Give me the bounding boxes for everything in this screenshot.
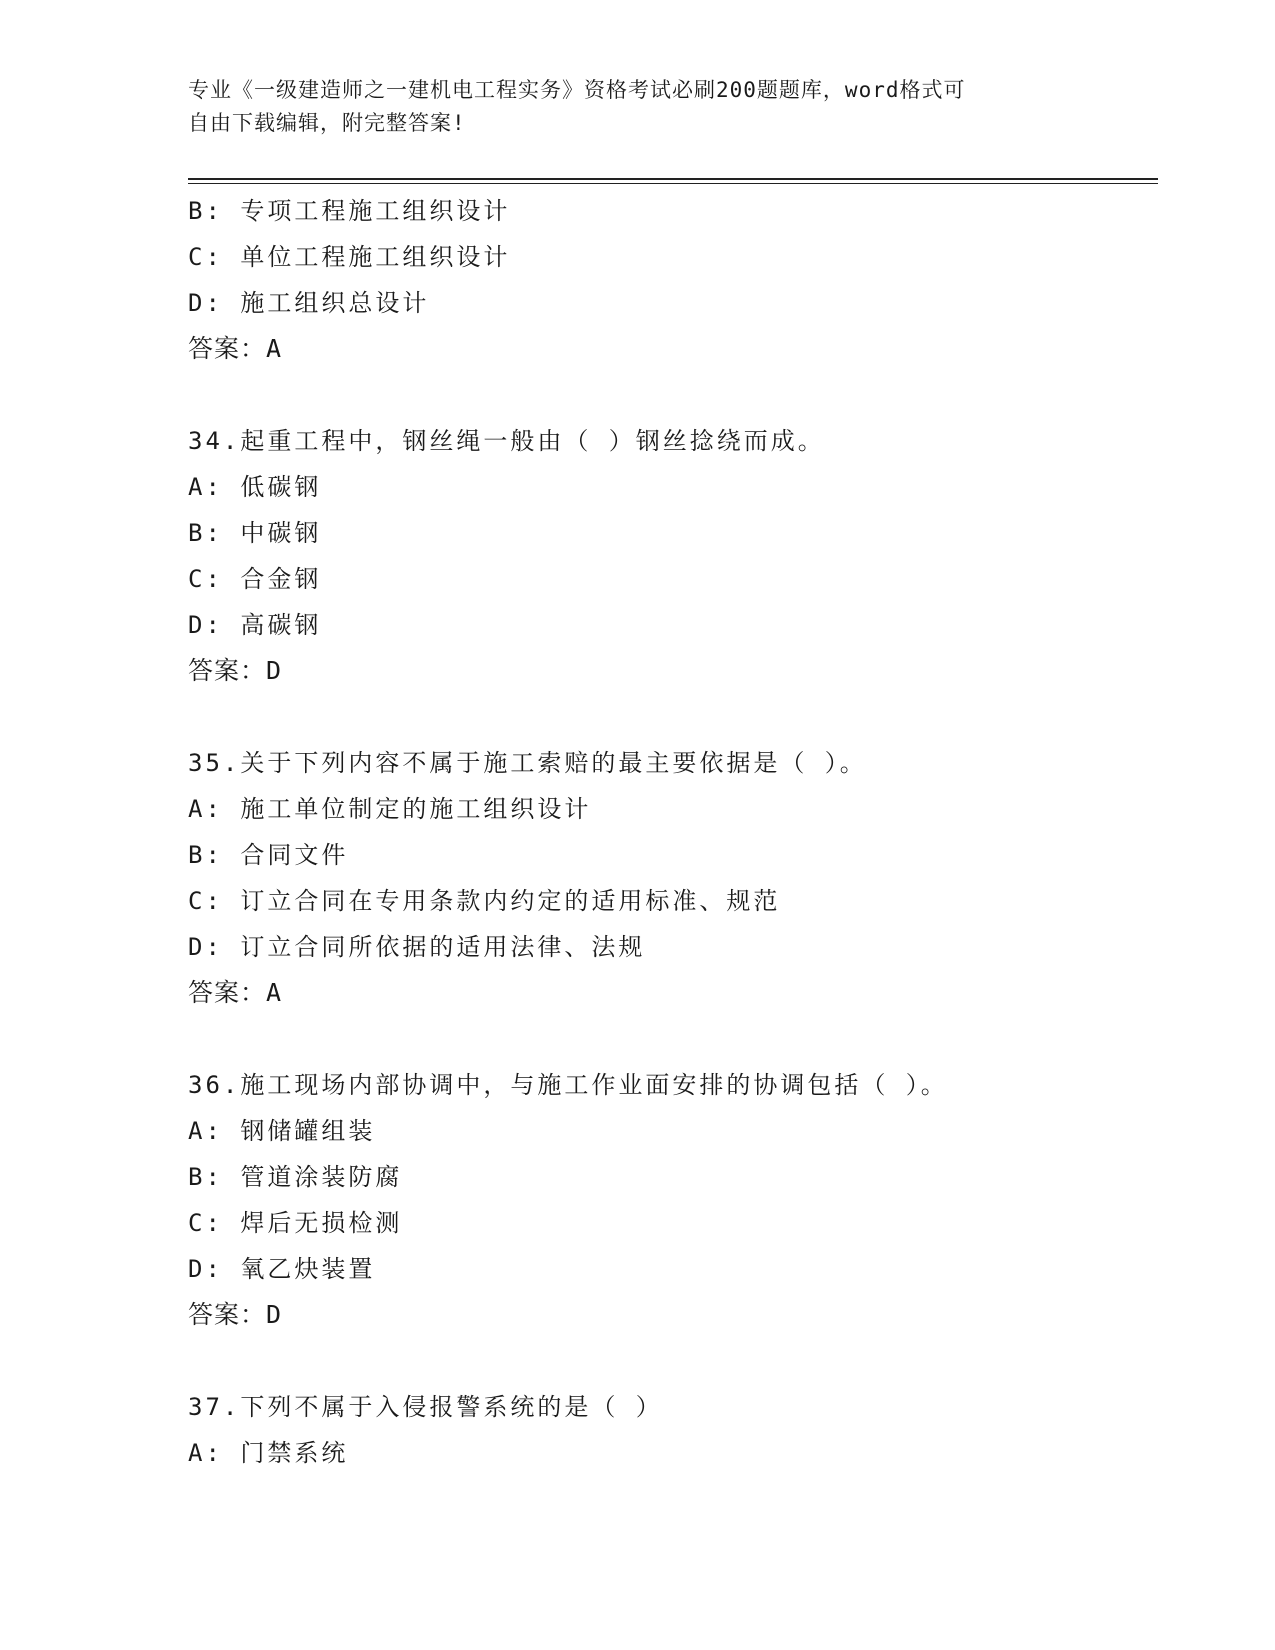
header-divider [188, 178, 1158, 184]
option-d: D: 氧乙炔装置 [188, 1255, 376, 1283]
answer: 答案：D [188, 656, 283, 685]
question-33-tail [188, 188, 1158, 372]
option-c: C: 焊后无损检测 [188, 1209, 403, 1237]
option-b: B: 专项工程施工组织设计 [188, 197, 511, 225]
question-36 [188, 1062, 1158, 1338]
question-34 [188, 418, 1158, 694]
option-a: A: 钢储罐组装 [188, 1117, 376, 1145]
option-d: D: 施工组织总设计 [188, 289, 430, 317]
document-header [188, 74, 1068, 140]
spacer [188, 1016, 1158, 1062]
option-c: C: 订立合同在专用条款内约定的适用标准、规范 [188, 887, 781, 915]
question-37 [188, 1384, 1158, 1476]
option-b: B: 中碳钢 [188, 519, 322, 547]
spacer [188, 1338, 1158, 1384]
question-text: 36.施工现场内部协调中，与施工作业面安排的协调包括（ ）。 [188, 1071, 948, 1099]
question-list [188, 188, 1158, 1476]
option-b: B: 管道涂装防腐 [188, 1163, 403, 1191]
answer: 答案：A [188, 978, 283, 1007]
question-text: 37.下列不属于入侵报警系统的是（ ） [188, 1393, 663, 1421]
spacer [188, 372, 1158, 418]
option-d: D: 高碳钢 [188, 611, 322, 639]
option-d: D: 订立合同所依据的适用法律、法规 [188, 933, 646, 961]
spacer [188, 694, 1158, 740]
option-a: A: 低碳钢 [188, 473, 322, 501]
answer: 答案：D [188, 1300, 283, 1329]
option-c: C: 单位工程施工组织设计 [188, 243, 511, 271]
header-line-2: 自由下载编辑，附完整答案! [188, 111, 466, 135]
answer: 答案：A [188, 334, 283, 363]
question-text: 35.关于下列内容不属于施工索赔的最主要依据是（ ）。 [188, 749, 867, 777]
option-a: A: 施工单位制定的施工组织设计 [188, 795, 592, 823]
option-b: B: 合同文件 [188, 841, 349, 869]
option-a: A: 门禁系统 [188, 1439, 349, 1467]
question-text: 34.起重工程中，钢丝绳一般由（ ）钢丝捻绕而成。 [188, 427, 825, 455]
option-c: C: 合金钢 [188, 565, 322, 593]
question-35 [188, 740, 1158, 1016]
header-line-1: 专业《一级建造师之一建机电工程实务》资格考试必刷200题题库，word格式可 [188, 78, 966, 102]
